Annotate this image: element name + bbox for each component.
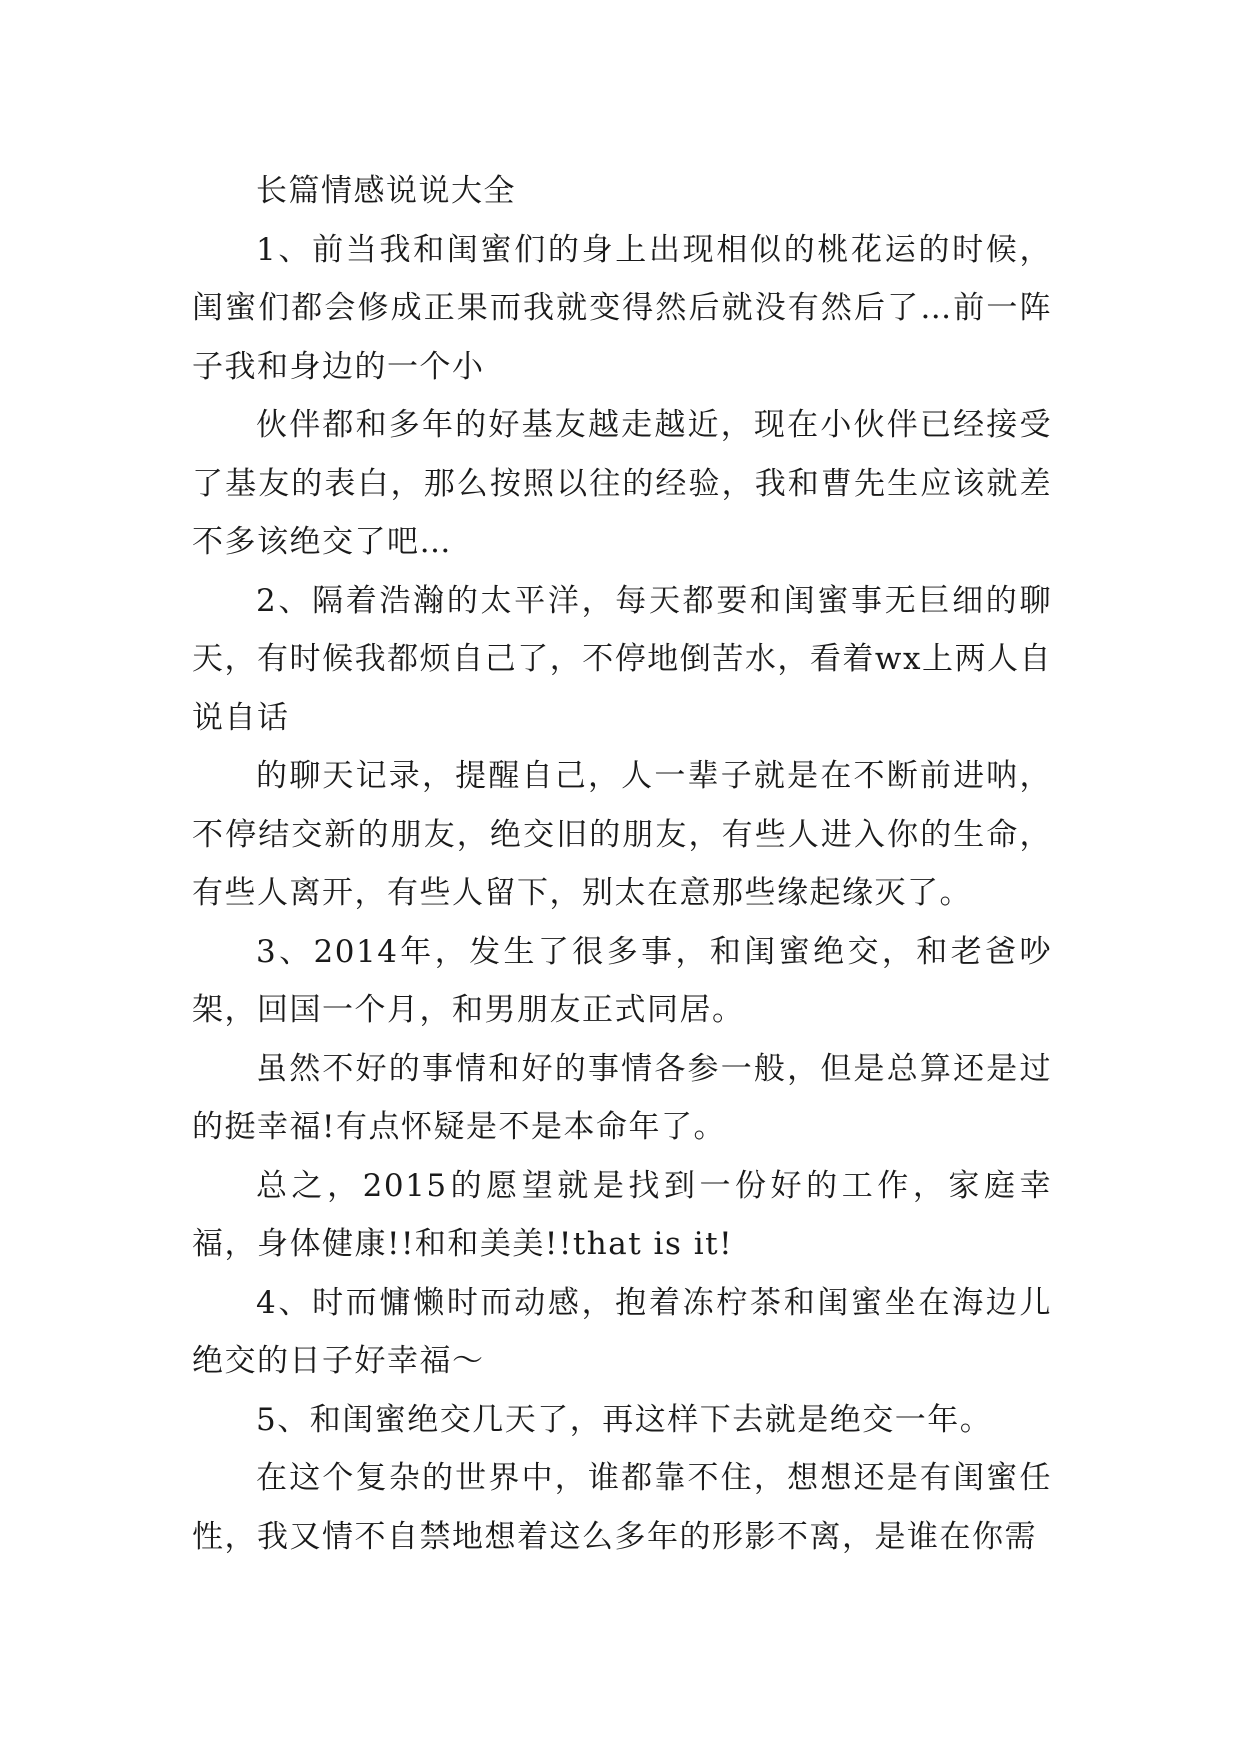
document-body [192,162,1052,1566]
paragraph-8: 4、时而慵懒时而动感，抱着冻柠茶和闺蜜坐在海边儿绝交的日子好幸福～ [192,1284,1052,1379]
paragraph-3: 2、隔着浩瀚的太平洋，每天都要和闺蜜事无巨细的聊天，有时候我都烦自己了，不停地倒苦水，看着wx上两人自说自话 [192,582,1052,736]
paragraph-5: 3、2014年，发生了很多事，和闺蜜绝交，和老爸吵架，回国一个月，和男朋友正式同居。 [192,933,1052,1028]
document-title: 长篇情感说说大全 [256,173,516,209]
paragraph-2: 伙伴都和多年的好基友越走越近，现在小伙伴已经接受了基友的表白，那么按照以往的经验，我和曹先生应该就差不多该绝交了吧… [192,407,1052,560]
paragraph-7: 总之，2015的愿望就是找到一份好的工作，家庭幸福，身体健康!!和和美美!!that is it! [192,1167,1052,1262]
paragraph-6: 虽然不好的事情和好的事情各参一般，但是总算还是过的挺幸福!有点怀疑是不是本命年了。 [192,1050,1052,1145]
paragraph-10: 在这个复杂的世界中，谁都靠不住，想想还是有闺蜜任性，我又情不自禁地想着这么多年的形影不离，是谁在你需 [192,1460,1052,1555]
paragraph-9: 5、和闺蜜绝交几天了，再这样下去就是绝交一年。 [256,1401,993,1438]
paragraph-4: 的聊天记录，提醒自己，人一辈子就是在不断前进呐，不停结交新的朋友，绝交旧的朋友，有些人进入你的生命，有些人离开，有些人留下，别太在意那些缘起缘灭了。 [192,758,1052,911]
paragraph-1: 1、前当我和闺蜜们的身上出现相似的桃花运的时候，闺蜜们都会修成正果而我就变得然后就没有然后了…前一阵子我和身边的一个小 [192,231,1052,385]
